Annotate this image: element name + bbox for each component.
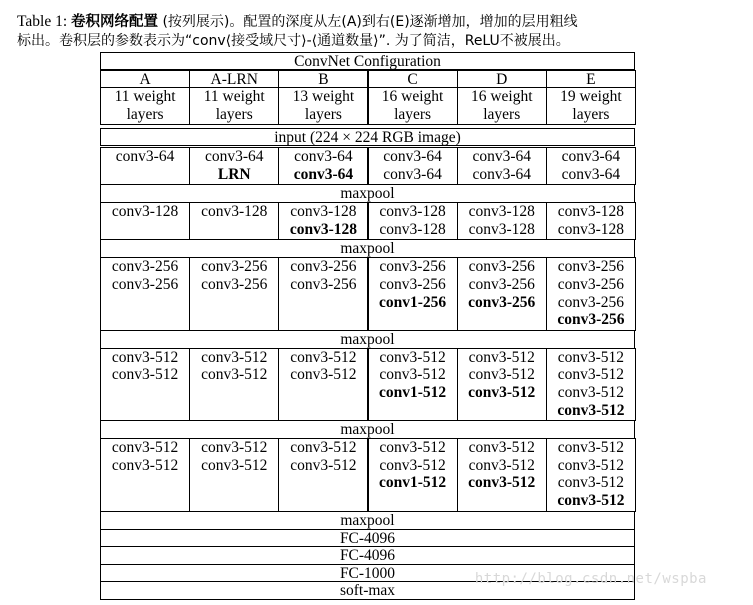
conv-block-4-col-a — [100, 348, 190, 421]
column-label-e — [546, 70, 636, 88]
conv-block-2-col-d — [457, 202, 547, 240]
conv-block-4-col-d — [457, 348, 547, 421]
added-layer-label: LRN — [217, 165, 251, 183]
layer-label: conv3-512 — [379, 456, 446, 474]
layer-label: conv3-512 — [201, 348, 268, 366]
caption-line-1 — [17, 12, 742, 32]
layer-label: conv3-64 — [561, 148, 621, 165]
layer-label: conv3-256 — [201, 275, 268, 293]
added-layer-label: conv1-256 — [378, 293, 447, 311]
caption-rest: (按列展示)。配置的深度从左(A)到右(E)逐渐增加，增加的层用粗线 — [158, 14, 578, 30]
layer-label: conv3-512 — [290, 348, 357, 366]
caption-prefix: Table 1: — [17, 13, 72, 30]
layer-label: conv3-512 — [557, 348, 625, 366]
layer-label: layers — [572, 105, 610, 123]
column-depth-a-lrn — [189, 87, 279, 125]
conv-block-2-col-c — [368, 202, 458, 240]
conv-block-5-col-c — [368, 438, 458, 511]
layer-label: layers — [304, 105, 342, 123]
maxpool-row-1: maxpool — [100, 184, 635, 203]
header-title-row: ConvNet Configuration — [100, 52, 635, 70]
layer-label: conv3-512 — [111, 456, 179, 474]
caption-bold-title: 卷积网络配置 — [71, 14, 159, 30]
added-layer-label: conv1-512 — [378, 383, 447, 401]
added-layer-label: conv3-256 — [557, 311, 625, 329]
layer-label: conv3-512 — [379, 439, 446, 457]
column-label-a-lrn — [189, 70, 279, 88]
layer-label: conv3-512 — [290, 366, 357, 384]
layer-label: conv3-256 — [468, 258, 535, 276]
added-layer-label: conv3-256 — [468, 293, 536, 311]
layer-label: conv3-64 — [472, 148, 531, 165]
layer-label: conv3-256 — [290, 258, 357, 276]
caption-line-2: 标出。卷积层的参数表示为“conv⟨接受域尺寸⟩-⟨通道数量⟩”. 为了简洁，ReLU不被展出。 — [17, 33, 570, 49]
layer-label: B — [318, 71, 329, 88]
conv-block-3-col-c — [368, 257, 458, 330]
layer-label: conv3-64 — [383, 148, 442, 165]
layer-label: conv3-128 — [290, 203, 357, 221]
layer-label: conv3-256 — [111, 258, 179, 276]
layer-label: conv3-256 — [557, 258, 625, 276]
conv-block-1-col-a-lrn — [189, 147, 279, 185]
layer-label: C — [407, 71, 418, 88]
conv-block-3-col-e — [546, 257, 636, 330]
layer-label: conv3-256 — [111, 275, 179, 293]
conv-block-5-col-a-lrn — [189, 438, 279, 511]
layer-label: conv3-64 — [472, 165, 531, 183]
conv-block-3-col-a-lrn — [189, 257, 279, 330]
conv-block-1-col-a — [100, 147, 190, 185]
column-depth-b — [278, 87, 368, 125]
layer-label: conv3-128 — [379, 203, 446, 221]
layer-label: 13 weight — [292, 88, 355, 105]
layer-label: layers — [215, 105, 253, 123]
conv-block-1-col-b — [278, 147, 368, 185]
layer-label: 11 weight — [203, 88, 265, 105]
column-label-a — [100, 70, 190, 88]
layer-label: conv3-512 — [201, 456, 268, 474]
input-row: input (224 × 224 RGB image) — [100, 128, 635, 146]
maxpool-row-5: maxpool — [100, 511, 635, 530]
layer-label: conv3-512 — [379, 348, 446, 366]
maxpool-row-3: maxpool — [100, 330, 635, 349]
conv-block-4-col-c — [368, 348, 458, 421]
added-layer-label: conv3-512 — [557, 491, 625, 509]
layer-label: conv3-512 — [557, 456, 625, 474]
layer-label: conv3-512 — [379, 366, 446, 384]
conv-block-2-col-a — [100, 202, 190, 240]
layer-label: conv3-512 — [468, 348, 535, 366]
conv-block-3-col-d — [457, 257, 547, 330]
layer-label: 16 weight — [470, 88, 533, 105]
tail-row-fc-4096: FC-4096 — [100, 546, 635, 565]
added-layer-label: conv3-128 — [289, 220, 357, 238]
conv-block-4-col-b — [278, 348, 368, 421]
column-depth-e — [546, 87, 636, 125]
conv-block-2-col-b — [278, 202, 368, 240]
layer-label: conv3-256 — [379, 275, 446, 293]
layer-label: conv3-512 — [557, 439, 625, 457]
column-depth-d — [457, 87, 547, 125]
layer-label: conv3-512 — [557, 366, 625, 384]
layer-label: conv3-128 — [557, 203, 625, 221]
conv-block-3-col-a — [100, 257, 190, 330]
added-layer-label: conv3-512 — [468, 474, 536, 492]
added-layer-label: conv3-512 — [557, 401, 625, 419]
layer-label: conv3-128 — [111, 203, 179, 221]
added-layer-label: conv1-512 — [378, 474, 447, 492]
conv-block-5-col-e — [546, 438, 636, 511]
layer-label: conv3-256 — [201, 258, 268, 276]
tail-row-fc-4096: FC-4096 — [100, 529, 635, 548]
layer-label: conv3-64 — [383, 165, 442, 183]
conv-block-4-col-a-lrn — [189, 348, 279, 421]
layer-label: conv3-512 — [557, 474, 625, 492]
layer-label: conv3-512 — [290, 456, 357, 474]
layer-label: conv3-512 — [111, 348, 179, 366]
layer-label: conv3-128 — [201, 203, 268, 221]
layer-label: conv3-256 — [557, 275, 625, 293]
layer-label: conv3-128 — [468, 203, 535, 221]
layer-label: 19 weight — [560, 88, 622, 105]
conv-block-4-col-e — [546, 348, 636, 421]
column-label-b — [278, 70, 368, 88]
conv-block-5-col-d — [457, 438, 547, 511]
conv-block-2-col-a-lrn — [189, 202, 279, 240]
layer-label: D — [496, 71, 508, 88]
conv-block-5-col-a — [100, 438, 190, 511]
table-caption — [17, 12, 742, 51]
layer-label: conv3-64 — [204, 148, 264, 165]
layer-label: conv3-256 — [468, 275, 535, 293]
column-label-d — [457, 70, 547, 88]
layer-label: conv3-64 — [561, 165, 621, 183]
layer-label: layers — [483, 105, 521, 123]
layer-label: layers — [394, 105, 432, 123]
layer-label: conv3-256 — [290, 275, 357, 293]
layer-label: conv3-512 — [111, 366, 179, 384]
added-layer-label: conv3-64 — [293, 165, 354, 183]
layer-label: conv3-512 — [468, 456, 535, 474]
conv-block-1-col-d — [457, 147, 547, 185]
layer-label: A — [139, 71, 151, 88]
layer-label: 16 weight — [381, 88, 444, 105]
layer-label: E — [586, 71, 596, 88]
added-layer-label: conv3-512 — [468, 383, 536, 401]
conv-block-3-col-b — [278, 257, 368, 330]
layer-label: conv3-64 — [294, 148, 353, 165]
column-label-c — [368, 70, 458, 88]
layer-label: conv3-256 — [379, 258, 446, 276]
tail-row-fc-1000: FC-1000 — [100, 564, 635, 583]
layer-label: conv3-512 — [557, 383, 625, 401]
conv-block-1-col-e — [546, 147, 636, 185]
column-depth-a — [100, 87, 190, 125]
layer-label: conv3-512 — [201, 366, 268, 384]
watermark: http://blog.csdn.net/wspba — [474, 571, 707, 587]
layer-label: A-LRN — [210, 71, 258, 88]
layer-label: conv3-512 — [468, 439, 535, 457]
layer-label: conv3-512 — [290, 439, 357, 457]
layer-label: conv3-128 — [379, 220, 446, 238]
maxpool-row-2: maxpool — [100, 239, 635, 258]
layer-label: conv3-128 — [468, 220, 535, 238]
layer-label: conv3-512 — [111, 439, 179, 457]
layer-label: conv3-64 — [115, 148, 175, 165]
layer-label: conv3-256 — [557, 293, 625, 311]
layer-label: conv3-128 — [557, 220, 625, 238]
layer-label: 11 weight — [114, 88, 176, 105]
tail-row-soft-max: soft-max — [100, 581, 635, 600]
conv-block-1-col-c — [368, 147, 458, 185]
maxpool-row-4: maxpool — [100, 420, 635, 439]
layer-label: conv3-512 — [468, 366, 535, 384]
layer-label: conv3-512 — [201, 439, 268, 457]
conv-block-2-col-e — [546, 202, 636, 240]
conv-block-5-col-b — [278, 438, 368, 511]
column-depth-c — [368, 87, 458, 125]
layer-label: layers — [126, 105, 164, 123]
